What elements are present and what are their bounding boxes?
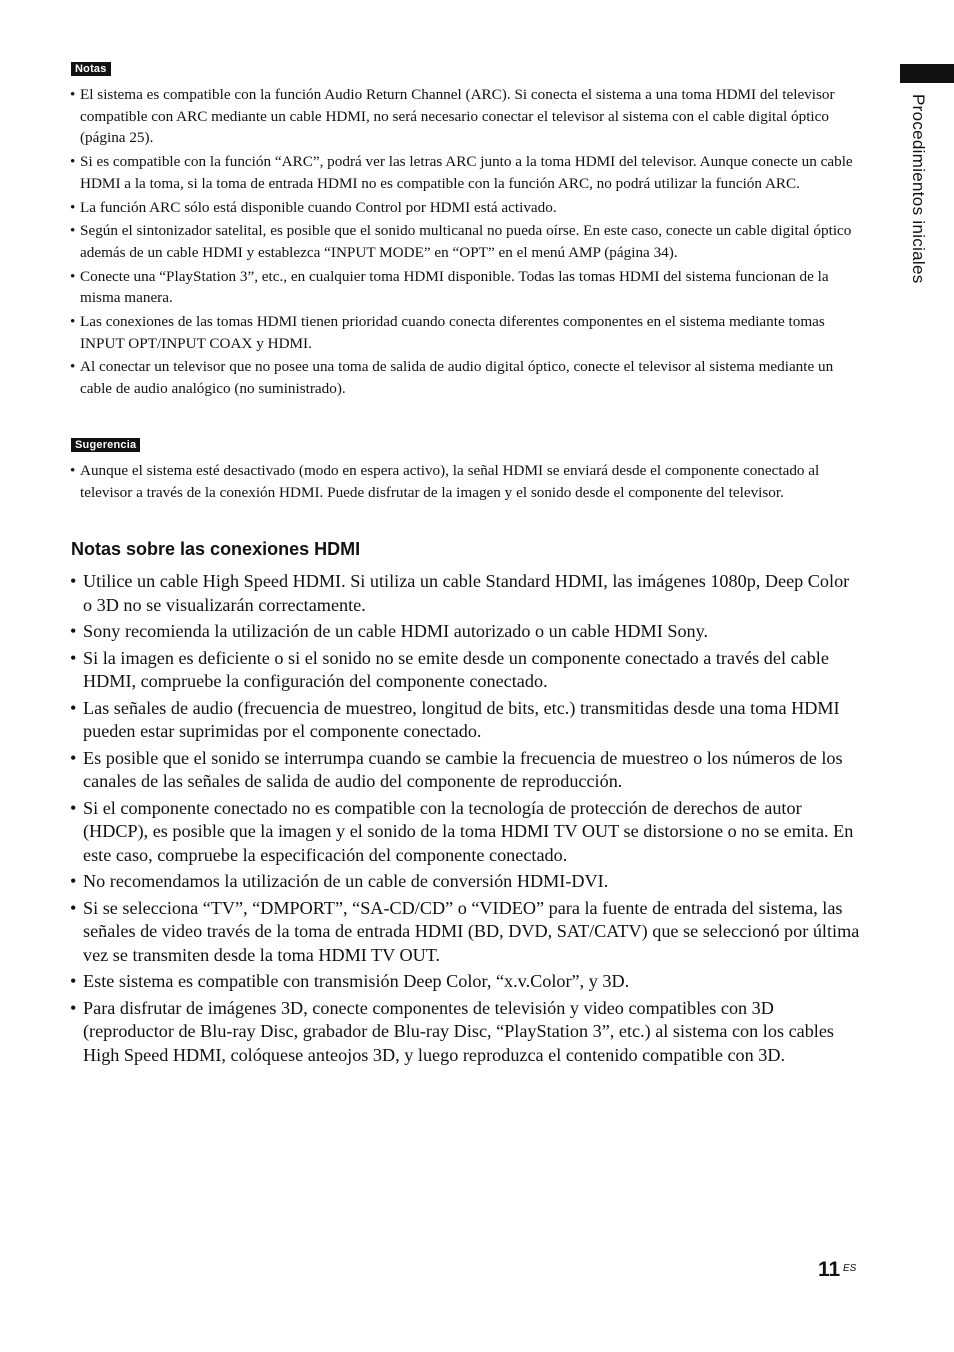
hdmi-note-item: • Utilice un cable High Speed HDMI. Si utiliza un cable Standard HDMI, las imágenes 1080p, Deep Color o 3D no se visualizarán correctamente. — [70, 570, 860, 617]
note-item: • La función ARC sólo está disponible cuando Control por HDMI está activado. — [70, 197, 858, 219]
page-number: 11 — [818, 1258, 841, 1281]
note-item: • El sistema es compatible con la función Audio Return Channel (ARC). Si conecta el sistema a una toma HDMI del televisor compatible con ARC mediante un cable HDMI, no será necesario conectar el televisor al sistema con el cable digital óptico (página 25). — [70, 84, 858, 149]
note-item: • Conecte una “PlayStation 3”, etc., en cualquier toma HDMI disponible. Todas las tomas HDMI del sistema funcionan de la misma manera. — [70, 266, 858, 309]
note-item: • Las conexiones de las tomas HDMI tienen prioridad cuando conecta diferentes componentes en el sistema mediante tomas INPUT OPT/INPUT COAX y HDMI. — [70, 311, 858, 354]
tip-label: Sugerencia — [71, 438, 140, 452]
note-item: • Según el sintonizador satelital, es posible que el sonido multicanal no pueda oírse. En este caso, conecte un cable digital óptico además de un cable HDMI y establezca “INPUT MODE” en “OPT” en el menú AMP (página 34). — [70, 220, 858, 263]
note-item: • Al conectar un televisor que no posee una toma de salida de audio digital óptico, conecte el televisor al sistema mediante un cable de audio analógico (no suministrado). — [70, 356, 858, 399]
section-title: Notas sobre las conexiones HDMI — [71, 539, 361, 559]
hdmi-note-item: • Para disfrutar de imágenes 3D, conecte componentes de televisión y video compatibles con 3D (reproductor de Blu-ray Disc, grabador de Blu-ray Disc, “PlayStation 3”, etc.) al sistema con los cables High Speed HDMI, colóquese anteojos 3D, y luego reproduzca el contenido compatible con 3D. — [70, 997, 860, 1068]
hdmi-note-item: • Las señales de audio (frecuencia de muestreo, longitud de bits, etc.) transmitidas desde una toma HDMI pueden estar suprimidas por el componente conectado. — [70, 697, 860, 744]
hdmi-note-item: • Si el componente conectado no es compatible con la tecnología de protección de derechos de autor (HDCP), es posible que la imagen y el sonido de la toma HDMI TV OUT se distorsione o no se emita. En este caso, compruebe la especificación del componente conectado. — [70, 797, 860, 868]
note-item: • Si es compatible con la función “ARC”, podrá ver las letras ARC junto a la toma HDMI del televisor. Aunque conecte un cable HDMI a la toma, si la toma de entrada HDMI no es compatible con la función ARC, no podrá utilizar la función ARC. — [70, 151, 858, 194]
hdmi-note-item: • Es posible que el sonido se interrumpa cuando se cambie la frecuencia de muestreo o los números de los canales de las señales de salida de audio del componente de reproducción. — [70, 747, 860, 794]
notes-list — [70, 84, 858, 402]
hdmi-note-item: • No recomendamos la utilización de un cable de conversión HDMI-DVI. — [70, 870, 860, 894]
notes-label: Notas — [71, 62, 111, 76]
tips-list — [70, 460, 858, 505]
page-language: ES — [843, 1263, 857, 1274]
hdmi-notes-list — [70, 570, 860, 1070]
tip-item: • Aunque el sistema esté desactivado (modo en espera activo), la señal HDMI se enviará desde el componente conectado al televisor a través de la conexión HDMI. Puede disfrutar de la imagen y el sonido desde el componente del televisor. — [70, 460, 858, 503]
side-tab-label: Procedimientos iniciales — [909, 94, 928, 284]
hdmi-note-item: • Si se selecciona “TV”, “DMPORT”, “SA-CD/CD” o “VIDEO” para la fuente de entrada del sistema, las señales de video través de la toma de entrada HDMI (BD, DVD, SAT/CATV) que se seleccionó por última vez se transmiten desde la toma HDMI TV OUT. — [70, 897, 860, 968]
hdmi-note-item: • Este sistema es compatible con transmisión Deep Color, “x.v.Color”, y 3D. — [70, 970, 860, 994]
hdmi-note-item: • Si la imagen es deficiente o si el sonido no se emite desde un componente conectado a través del cable HDMI, compruebe la configuración del componente conectado. — [70, 647, 860, 694]
hdmi-note-item: • Sony recomienda la utilización de un cable HDMI autorizado o un cable HDMI Sony. — [70, 620, 860, 644]
side-tab-marker — [900, 64, 954, 83]
